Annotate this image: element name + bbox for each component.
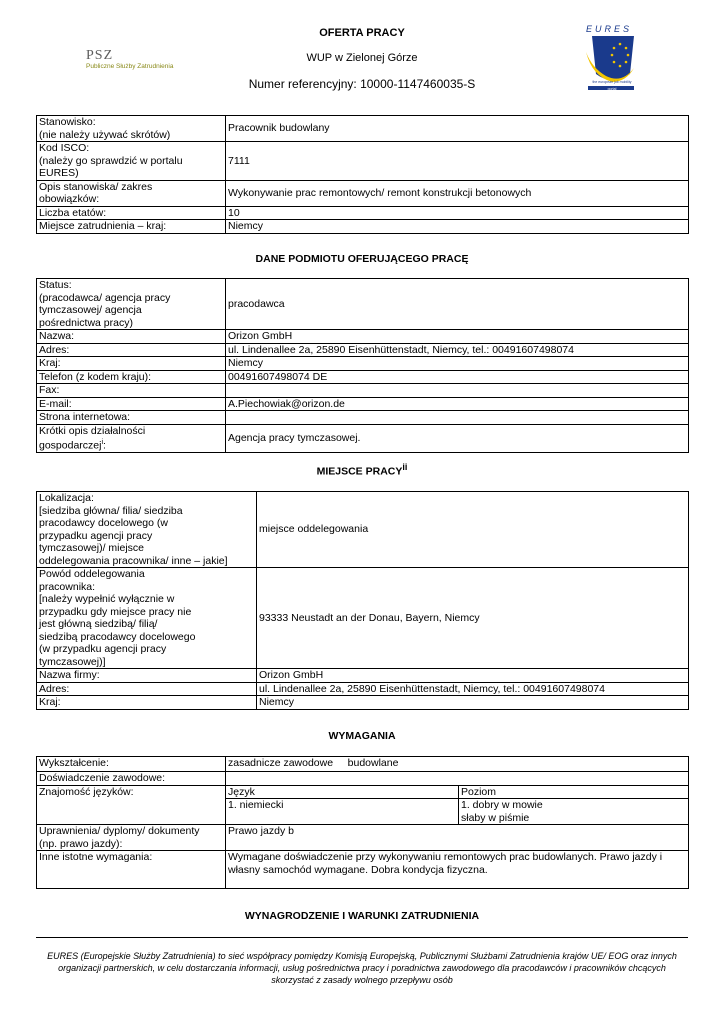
table-row bbox=[37, 370, 689, 384]
table-row bbox=[37, 669, 689, 683]
table-row bbox=[37, 357, 689, 371]
table-row bbox=[37, 825, 689, 851]
row-label: Lokalizacja: [siedziba główna/ filia/ siedziba pracodawcy docelowego (w przypadku agencji pracy tymczasowej)/ miejsce oddelegowania pracownika/ inne – jakie] bbox=[37, 492, 257, 568]
requirements-heading: WYMAGANIA bbox=[328, 730, 396, 742]
table-row bbox=[37, 206, 689, 220]
row-value: 10 bbox=[226, 206, 689, 220]
salary-heading: WYNAGRODZENIE I WARUNKI ZATRUDNIENIA bbox=[244, 910, 480, 922]
row-value: ul. Lindenallee 2a, 25890 Eisenhüttenstadt, Niemcy, tel.: 00491607498074 bbox=[226, 343, 689, 357]
row-value: A.Piechowiak@orizon.de bbox=[226, 397, 689, 411]
requirements-table bbox=[36, 756, 689, 889]
row-label: Kraj: bbox=[37, 357, 226, 371]
row-label: Strona internetowa: bbox=[37, 411, 226, 425]
row-label: E-mail: bbox=[37, 397, 226, 411]
table-row bbox=[37, 682, 689, 696]
employer-heading: DANE PODMIOTU OFERUJĄCEGO PRACĘ bbox=[255, 253, 469, 265]
reference-number: Numer referencyjny: 10000-1147460035-S bbox=[248, 77, 476, 91]
table-row bbox=[37, 696, 689, 710]
table-row bbox=[37, 180, 689, 206]
row-value bbox=[226, 772, 689, 786]
table-row bbox=[37, 343, 689, 357]
table-row bbox=[37, 772, 689, 786]
row-value: Wykonywanie prac remontowych/ remont konstrukcji betonowych bbox=[226, 180, 689, 206]
table-row bbox=[37, 220, 689, 234]
row-label: Adres: bbox=[37, 343, 226, 357]
row-value: zasadnicze zawodowe budowlane bbox=[226, 757, 689, 772]
footer-text: EURES (Europejskie Służby Zatrudnienia) to sieć współpracy pomiędzy Komisją Europejską, Publicznymi Służbami Zatrudnienia krajów UE/ EOG oraz innych organizacji partnerskich, w celu dostarczania informacji, usług pośrednictwa pracy i poradnictwa zawodowego dla pracodawców i pracowników chcących skorzystać z zasady wolnego przepływu osób bbox=[47, 951, 677, 985]
row-value: Niemcy bbox=[226, 220, 689, 234]
row-label: Krótki opis działalności gospodarczej$^i$: bbox=[37, 424, 226, 453]
row-value: Prawo jazdy b bbox=[226, 825, 689, 851]
workplace-table bbox=[36, 491, 689, 710]
employer-table bbox=[36, 278, 689, 453]
level-header: Poziom bbox=[459, 785, 689, 799]
row-value: Niemcy bbox=[257, 696, 689, 710]
table-row bbox=[37, 116, 689, 142]
table-row bbox=[37, 492, 689, 568]
table-row bbox=[37, 757, 689, 772]
table-row bbox=[37, 384, 689, 398]
row-value: Orizon GmbH bbox=[257, 669, 689, 683]
row-value: Wymagane doświadczenie przy wykonywaniu remontowych prac budowlanych. Prawo jazdy i własny samochód wymagane. Dobra kondycja fizyczna. bbox=[226, 851, 689, 889]
job-table bbox=[36, 115, 689, 234]
row-value: Pracownik budowlany bbox=[226, 116, 689, 142]
table-row bbox=[37, 851, 689, 889]
document-title: OFERTA PRACY bbox=[319, 27, 405, 39]
row-label: Znajomość języków: bbox=[37, 785, 226, 825]
table-row bbox=[37, 785, 689, 799]
row-label: Kraj: bbox=[37, 696, 257, 710]
row-label: Nazwa: bbox=[37, 330, 226, 344]
row-label: Nazwa firmy: bbox=[37, 669, 257, 683]
lang-name: 1. niemiecki bbox=[226, 799, 459, 825]
row-label: Wykształcenie: bbox=[37, 757, 226, 772]
row-value: miejsce oddelegowania bbox=[257, 492, 689, 568]
row-label: Fax: bbox=[37, 384, 226, 398]
table-row bbox=[37, 568, 689, 669]
row-value bbox=[226, 384, 689, 398]
row-label: Kod ISCO: (należy go sprawdzić w portalu EURES) bbox=[37, 142, 226, 181]
row-value: 7111 bbox=[226, 142, 689, 181]
psz-logo: PSZ Publiczne Służby Zatrudnienia bbox=[86, 48, 174, 70]
row-label: Telefon (z kodem kraju): bbox=[37, 370, 226, 384]
row-label: Status: (pracodawca/ agencja pracy tymczasowej/ agencja pośrednictwa pracy) bbox=[37, 279, 226, 330]
table-row bbox=[37, 142, 689, 181]
row-label: Powód oddelegowania pracownika: [należy wypełnić wyłącznie w przypadku gdy miejsce pracy nie jest główną siedzibą/ filią/ siedzibą pracodawcy docelowego (w przypadku agencji pracy tymczasowej)] bbox=[37, 568, 257, 669]
row-value bbox=[226, 411, 689, 425]
table-row bbox=[37, 279, 689, 330]
eures-logo: EURES the european job mobility portal bbox=[582, 24, 642, 94]
row-label: Opis stanowiska/ zakres obowiązków: bbox=[37, 180, 226, 206]
row-value: pracodawca bbox=[226, 279, 689, 330]
row-label: Uprawnienia/ dyplomy/ dokumenty (np. prawo jazdy): bbox=[37, 825, 226, 851]
table-row bbox=[37, 397, 689, 411]
table-row bbox=[37, 330, 689, 344]
row-label: Inne istotne wymagania: bbox=[37, 851, 226, 889]
row-value: 00491607498074 DE bbox=[226, 370, 689, 384]
row-value: 93333 Neustadt an der Donau, Bayern, Niemcy bbox=[257, 568, 689, 669]
row-label: Liczba etatów: bbox=[37, 206, 226, 220]
row-value: ul. Lindenallee 2a, 25890 Eisenhüttenstadt, Niemcy, tel.: 00491607498074 bbox=[257, 682, 689, 696]
lang-level: 1. dobry w mowie słaby w piśmie bbox=[459, 799, 689, 825]
row-label: Doświadczenie zawodowe: bbox=[37, 772, 226, 786]
row-label: Stanowisko: (nie należy używać skrótów) bbox=[37, 116, 226, 142]
row-value: Agencja pracy tymczasowej. bbox=[226, 424, 689, 453]
row-label: Miejsce zatrudnienia – kraj: bbox=[37, 220, 226, 234]
table-row bbox=[37, 424, 689, 453]
lang-header: Język bbox=[226, 785, 459, 799]
office-name: WUP w Zielonej Górze bbox=[306, 52, 418, 64]
row-label: Adres: bbox=[37, 682, 257, 696]
table-row bbox=[37, 411, 689, 425]
workplace-heading: MIEJSCE PRACY$^{ii}$ bbox=[316, 462, 408, 478]
row-value: Orizon GmbH bbox=[226, 330, 689, 344]
footer-divider bbox=[36, 937, 688, 938]
row-value: Niemcy bbox=[226, 357, 689, 371]
